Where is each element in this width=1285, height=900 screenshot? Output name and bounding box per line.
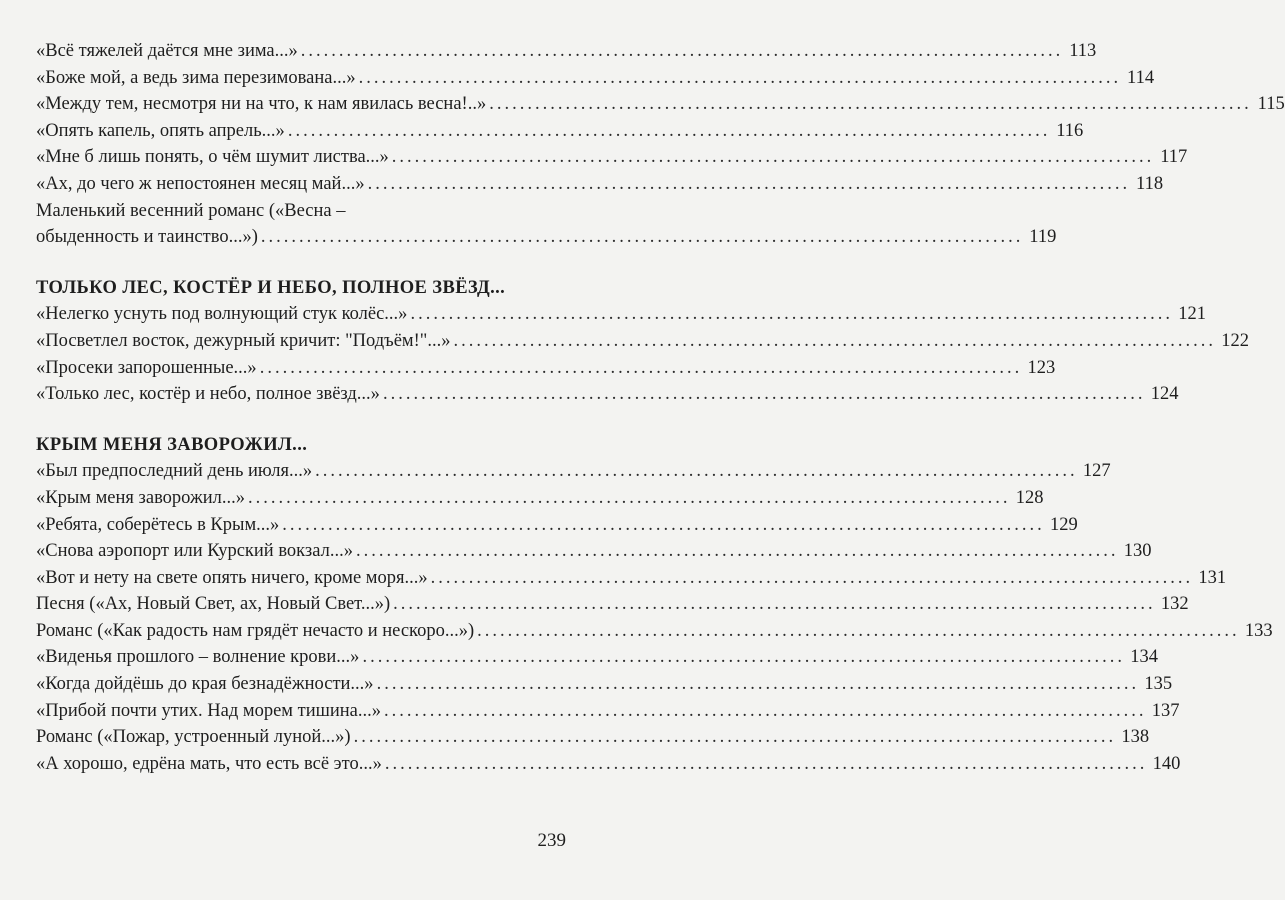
toc-entry-title: «Только лес, костёр и небо, полное звёзд...» — [36, 384, 380, 405]
toc-entry-title: «Ах, до чего ж непостоянен месяц май...» — [36, 173, 365, 194]
toc-entry — [36, 538, 1152, 565]
leader-dots — [393, 591, 1156, 618]
leader-dots — [282, 512, 1045, 539]
toc-entry-page: 113 — [1069, 41, 1097, 61]
toc-entry-page: 116 — [1056, 120, 1084, 141]
toc-entry — [36, 671, 1173, 698]
toc-entry-page: 118 — [1136, 173, 1164, 194]
toc-entry-page: 138 — [1121, 727, 1150, 748]
leader-dots — [477, 618, 1240, 645]
leader-dots — [377, 671, 1140, 698]
leader-dots — [315, 458, 1078, 485]
toc-entry — [36, 751, 1181, 778]
toc-entry-page: 129 — [1050, 514, 1078, 535]
toc-entry-title: «Посветлел восток, дежурный кричит: "Подъём!"...» — [36, 330, 451, 351]
toc-entry-page: 117 — [1160, 147, 1188, 168]
leader-dots — [384, 698, 1147, 725]
toc-entry-page: 121 — [1178, 304, 1206, 325]
leader-dots — [354, 724, 1117, 751]
toc-entry — [36, 565, 1227, 592]
toc-entry-page: 119 — [1029, 227, 1057, 248]
toc-entry — [36, 618, 1273, 645]
toc-entry-title: «Когда дойдёшь до края безнадёжности...» — [36, 674, 374, 695]
toc-entry-title: «Снова аэропорт или Курский вокзал...» — [36, 541, 353, 562]
leader-dots — [489, 91, 1252, 118]
toc-entry — [36, 644, 1158, 671]
toc-entry-title: Романс («Пожар, устроенный луной...») — [36, 727, 351, 748]
toc-entry — [36, 458, 1111, 485]
section-heading: КРЫМ МЕНЯ ЗАВОРОЖИЛ... — [36, 434, 308, 455]
toc-entry-title: «Между тем, несмотря ни на что, к нам явилась весна!..» — [36, 94, 487, 115]
toc-entry-title: «Прибой почти утих. Над морем тишина...» — [36, 700, 381, 721]
toc-entry — [36, 381, 1179, 408]
toc-group-section2 — [36, 458, 1273, 777]
leader-dots — [385, 751, 1148, 778]
toc-entry-title-line1: Маленький весенний романс («Весна – — [36, 200, 346, 221]
toc-entry-page: 134 — [1130, 647, 1158, 668]
toc-entry-title: «Нелегко уснуть под волнующий стук колёс...» — [36, 304, 408, 325]
toc-entry-page: 131 — [1198, 567, 1227, 588]
toc-entry-page: 123 — [1027, 357, 1056, 378]
toc-entry-title: Песня («Ах, Новый Свет, ах, Новый Свет...») — [36, 594, 391, 615]
toc-entry-page: 133 — [1244, 620, 1273, 641]
leader-dots — [359, 65, 1122, 92]
toc-entry-title: «Вот и нету на свете опять ничего, кроме моря...» — [36, 567, 428, 588]
toc-entry-title: «А хорошо, едрёна мать, что есть всё это...» — [36, 753, 382, 774]
toc-entry-title: «Виденья прошлого – волнение крови...» — [36, 647, 360, 668]
leader-dots — [261, 224, 1024, 251]
toc-entry — [36, 38, 1097, 65]
toc-entry-page: 130 — [1123, 541, 1152, 562]
toc-entry-title: «Был предпоследний день июля...» — [36, 461, 313, 482]
toc-entry-title: «Мне б лишь понять, о чём шумит листва...» — [36, 147, 389, 168]
toc-entry-title: «Крым меня заворожил...» — [36, 487, 246, 508]
toc-entry-page: 137 — [1151, 700, 1180, 721]
toc-entry-title: «Просеки запорошенные...» — [36, 357, 257, 378]
leader-dots — [288, 118, 1051, 145]
toc-entry — [36, 724, 1150, 751]
toc-entry — [36, 355, 1056, 382]
toc-entry — [36, 591, 1189, 618]
toc-entry — [36, 65, 1155, 92]
toc-entry-title: «Боже мой, а ведь зима перезимована...» — [36, 67, 356, 88]
toc-entry — [36, 512, 1078, 539]
toc-entry-title-line2: обыденность и таинство...») — [36, 227, 258, 248]
leader-dots — [410, 301, 1173, 328]
leader-dots — [260, 355, 1023, 382]
toc-entry-page: 128 — [1015, 487, 1044, 508]
toc-entry — [36, 118, 1084, 145]
toc-entry — [36, 91, 1285, 118]
leader-dots — [431, 565, 1194, 592]
toc-entry — [36, 301, 1206, 328]
toc-entry-page: 140 — [1152, 753, 1181, 774]
page-number: 239 — [537, 830, 566, 851]
leader-dots — [368, 171, 1131, 198]
toc-entry-row2 — [36, 224, 1057, 251]
toc-entry — [36, 171, 1164, 198]
toc-entry-page: 115 — [1257, 94, 1285, 115]
toc-entry — [36, 698, 1180, 725]
toc-entry — [36, 485, 1044, 512]
section-heading: ТОЛЬКО ЛЕС, КОСТЁР И НЕБО, ПОЛНОЕ ЗВЁЗД... — [36, 277, 506, 298]
toc-page — [36, 38, 1285, 777]
toc-entry-page: 114 — [1127, 67, 1155, 88]
toc-entry-page: 124 — [1150, 384, 1179, 405]
toc-entry-title: «Опять капель, опять апрель...» — [36, 120, 285, 141]
toc-entry — [36, 328, 1249, 355]
toc-entry-title: Романс («Как радость нам грядёт нечасто и нескоро...») — [36, 620, 475, 641]
toc-entry-page: 132 — [1160, 594, 1189, 615]
toc-entry-page: 122 — [1221, 330, 1249, 351]
toc-group-top — [36, 38, 1285, 251]
leader-dots — [301, 38, 1064, 65]
leader-dots — [392, 144, 1155, 171]
toc-group-section1 — [36, 301, 1249, 407]
leader-dots — [453, 328, 1216, 355]
leader-dots — [356, 538, 1119, 565]
toc-entry-multiline — [36, 198, 1057, 251]
leader-dots — [248, 485, 1011, 512]
leader-dots — [383, 381, 1146, 408]
toc-entry-page: 127 — [1082, 461, 1111, 482]
toc-entry-title: «Ребята, соберётесь в Крым...» — [36, 514, 280, 535]
toc-entry — [36, 144, 1188, 171]
leader-dots — [362, 644, 1125, 671]
toc-entry-page: 135 — [1144, 674, 1173, 695]
toc-entry-title: «Всё тяжелей даётся мне зима...» — [36, 41, 298, 61]
